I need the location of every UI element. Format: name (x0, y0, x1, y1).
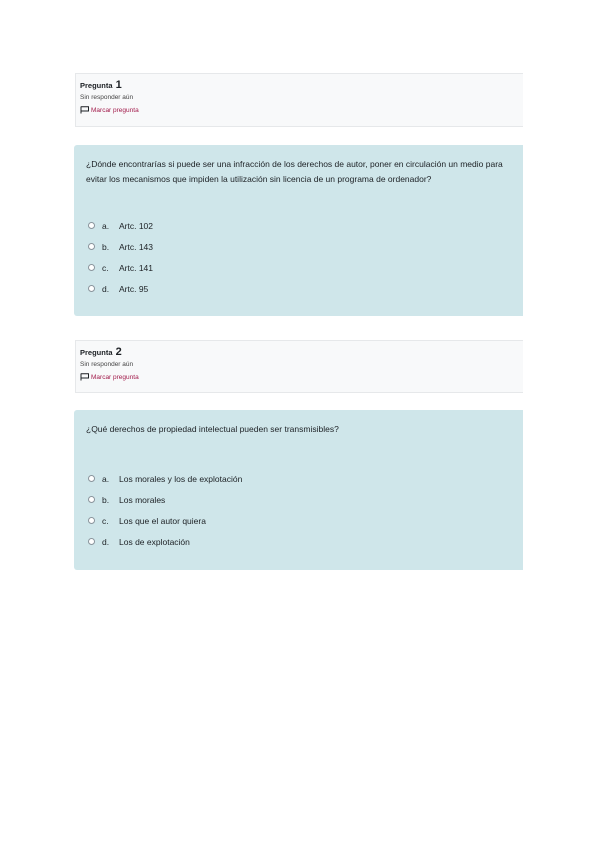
answer-text: Artc. 102 (119, 220, 154, 231)
question-info (75, 340, 523, 393)
question-content (74, 145, 523, 316)
answer-text: Los morales (119, 494, 166, 505)
question-label: Pregunta (80, 81, 113, 90)
answer-letter: d. (102, 536, 110, 547)
radio-button[interactable] (88, 222, 95, 229)
answer-text: Artc. 141 (119, 262, 154, 273)
flag-icon (80, 106, 90, 114)
answer-text: Artc. 95 (119, 283, 149, 294)
answer-letter: a. (102, 220, 110, 231)
flag-question-label: Marcar pregunta (91, 373, 139, 381)
radio-button[interactable] (88, 243, 95, 250)
answer-letter: c. (102, 262, 109, 273)
answer-option[interactable] (86, 531, 523, 552)
answer-letter: b. (102, 241, 110, 252)
radio-button[interactable] (88, 264, 95, 271)
question-text: ¿Dónde encontrarías si puede ser una infracción de los derechos de autor, poner en circulación un medio para evitar los mecanismos que impiden la utilización sin licencia de un programa de ordenador? (86, 159, 503, 184)
flag-question-label: Marcar pregunta (91, 106, 139, 114)
answer-option[interactable] (86, 236, 523, 257)
question-content (74, 410, 523, 570)
question-number-value: 1 (115, 79, 122, 91)
answer-option[interactable] (86, 510, 523, 531)
radio-button[interactable] (88, 538, 95, 545)
question-label: Pregunta (80, 348, 113, 357)
radio-button[interactable] (88, 475, 95, 482)
answer-letter: b. (102, 494, 110, 505)
question-info (75, 73, 523, 127)
answer-list (86, 468, 523, 552)
answer-text: Los que el autor quiera (119, 515, 206, 526)
answer-letter: a. (102, 473, 110, 484)
question-text: ¿Qué derechos de propiedad intelectual pueden ser transmisibles? (86, 424, 339, 434)
radio-button[interactable] (88, 285, 95, 292)
flag-icon (80, 373, 90, 381)
answer-option[interactable] (86, 215, 523, 236)
question-state: Sin responder aún (80, 361, 134, 368)
question-number (80, 346, 519, 358)
answer-option[interactable] (86, 489, 523, 510)
question-number-value: 2 (115, 346, 122, 358)
radio-button[interactable] (88, 496, 95, 503)
answer-option[interactable] (86, 468, 523, 489)
question-number (80, 79, 519, 91)
flag-question-button[interactable] (80, 106, 519, 114)
answer-text: Artc. 143 (119, 241, 154, 252)
answer-list (86, 215, 523, 299)
answer-option[interactable] (86, 257, 523, 278)
answer-letter: c. (102, 515, 109, 526)
answer-text: Los de explotación (119, 536, 190, 547)
flag-question-button[interactable] (80, 373, 519, 381)
answer-letter: d. (102, 283, 110, 294)
answer-option[interactable] (86, 278, 523, 299)
radio-button[interactable] (88, 517, 95, 524)
question-state: Sin responder aún (80, 94, 134, 101)
answer-text: Los morales y los de explotación (119, 473, 243, 484)
